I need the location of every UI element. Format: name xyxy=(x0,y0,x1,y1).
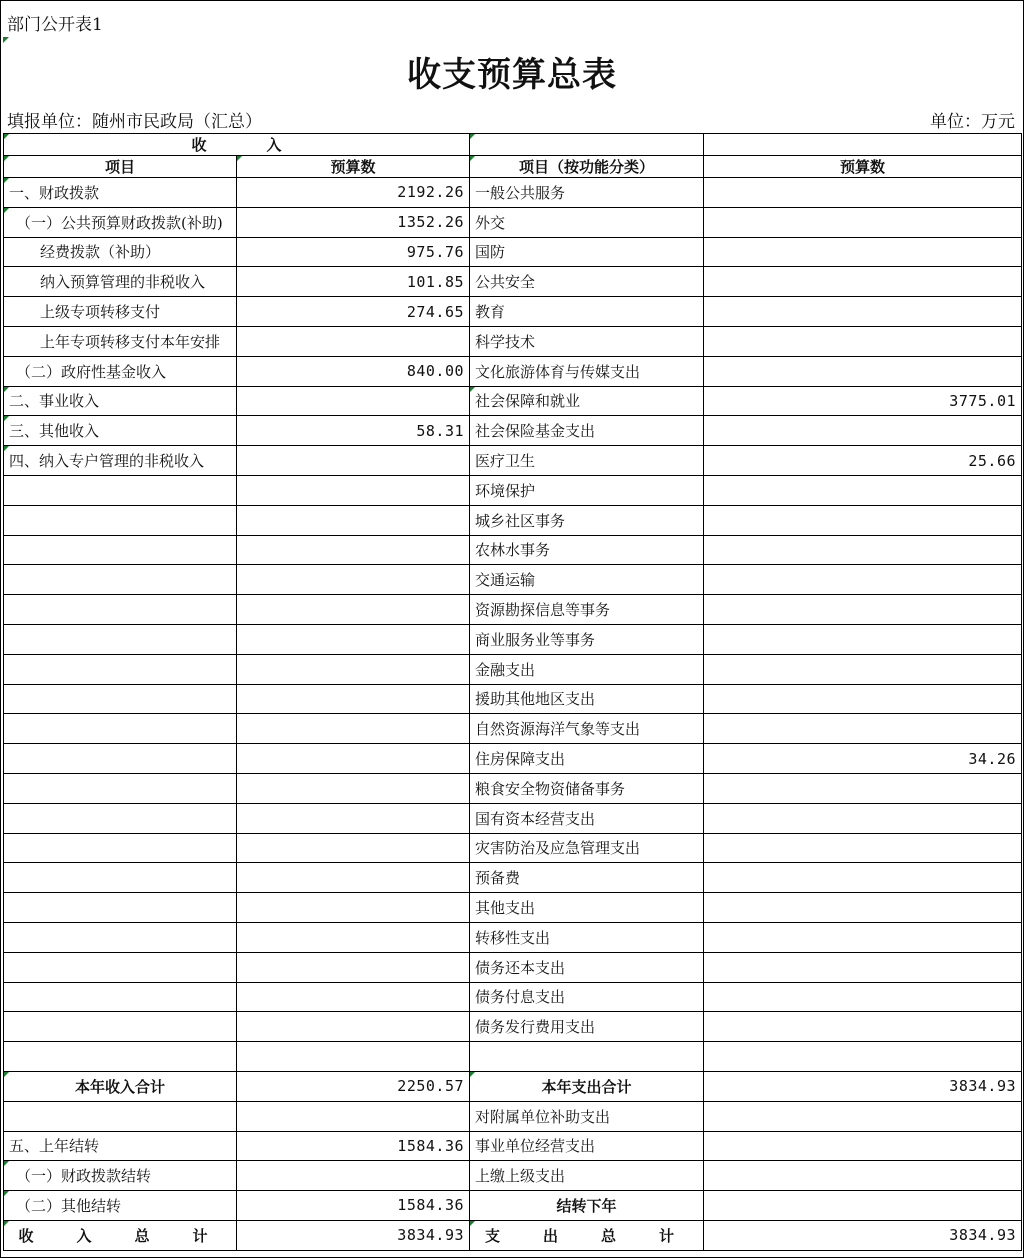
income-item-cell[interactable] xyxy=(4,684,237,714)
expense-amount-cell[interactable] xyxy=(704,624,1022,654)
expense-item-cell[interactable] xyxy=(470,326,704,356)
expense-item-cell[interactable] xyxy=(470,505,704,535)
expense-item-cell[interactable] xyxy=(470,475,704,505)
income-amount-cell[interactable] xyxy=(237,267,470,297)
expense-item-cell-text: 自然资源海洋气象等支出 xyxy=(475,720,641,739)
income-item-cell-text: 收 入 总 计 xyxy=(18,1226,222,1245)
reporting-unit: 填报单位：随州市民政局（汇总） xyxy=(7,112,262,132)
expense-item-cell-text: 粮食安全物资储备事务 xyxy=(475,779,626,798)
expense-amount-cell-text: 3834.93 xyxy=(949,1077,1017,1096)
expense-item-cell-text: 对附属单位补助支出 xyxy=(475,1107,611,1126)
income-item-cell-text: 经费拨款（补助） xyxy=(40,243,161,262)
expense-item-cell-text: 金融支出 xyxy=(475,660,536,679)
expense-item-cell[interactable] xyxy=(470,207,704,237)
income-amount-cell-text: 975.76 xyxy=(406,242,465,261)
table-row xyxy=(4,1220,1022,1250)
income-amount-cell-text: 1584.36 xyxy=(397,1136,465,1155)
expense-item-cell-text: 城乡社区事务 xyxy=(475,511,566,530)
expense-item-cell[interactable] xyxy=(470,863,704,893)
cell-comment-marker xyxy=(470,387,475,392)
table-row xyxy=(4,178,1022,208)
table-row xyxy=(4,624,1022,654)
income-item-cell[interactable] xyxy=(4,654,237,684)
expense-item-cell-text: 教育 xyxy=(475,303,506,322)
expense-item-cell[interactable] xyxy=(470,1131,704,1161)
expense-item-cell[interactable] xyxy=(470,356,704,386)
expense-item-cell[interactable] xyxy=(470,773,704,803)
income-amount-cell[interactable] xyxy=(237,356,470,386)
expense-amount-cell-text: 25.66 xyxy=(968,451,1017,470)
income-amount-cell[interactable] xyxy=(237,803,470,833)
expense-item-cell[interactable] xyxy=(470,1101,704,1131)
expense-item-cell[interactable] xyxy=(470,654,704,684)
expense-amount-cell[interactable] xyxy=(704,744,1022,774)
expense-item-cell[interactable] xyxy=(470,803,704,833)
income-amount-cell[interactable] xyxy=(237,982,470,1012)
income-amount-cell[interactable] xyxy=(237,505,470,535)
expense-item-cell[interactable] xyxy=(470,893,704,923)
blank-header-cell xyxy=(470,134,704,156)
income-item-cell[interactable] xyxy=(4,773,237,803)
expense-item-cell-text: 国有资本经营支出 xyxy=(475,809,596,828)
expense-amount-cell[interactable] xyxy=(704,893,1022,923)
expense-item-cell-text: 其他支出 xyxy=(475,899,536,918)
table-row xyxy=(4,535,1022,565)
expense-amount-cell-text: 3834.93 xyxy=(949,1226,1017,1245)
income-item-cell[interactable] xyxy=(4,475,237,505)
expense-amount-cell[interactable] xyxy=(704,326,1022,356)
income-amount-cell[interactable] xyxy=(237,1101,470,1131)
income-amount-cell[interactable] xyxy=(237,893,470,923)
expense-item-cell-text: 转移性支出 xyxy=(475,928,551,947)
col-left-amount xyxy=(237,156,470,178)
table-row xyxy=(4,982,1022,1012)
expense-amount-cell[interactable] xyxy=(704,595,1022,625)
income-item-cell[interactable] xyxy=(4,952,237,982)
expense-item-cell[interactable] xyxy=(470,446,704,476)
income-group-label: 收 入 xyxy=(191,136,282,154)
expense-item-cell-text: 国防 xyxy=(475,243,506,262)
income-item-cell[interactable] xyxy=(4,267,237,297)
income-amount-cell[interactable] xyxy=(237,535,470,565)
table-row xyxy=(4,863,1022,893)
cell-comment-marker xyxy=(4,446,9,451)
income-item-cell[interactable] xyxy=(4,595,237,625)
income-amount-cell-text: 1584.36 xyxy=(397,1196,465,1215)
income-amount-cell[interactable] xyxy=(237,475,470,505)
col-left-item xyxy=(4,156,237,178)
expense-amount-cell[interactable] xyxy=(704,684,1022,714)
expense-item-cell[interactable] xyxy=(470,1071,704,1101)
table-row xyxy=(4,1042,1022,1072)
expense-amount-cell[interactable] xyxy=(704,773,1022,803)
cell-comment-marker xyxy=(4,156,9,161)
income-amount-cell[interactable] xyxy=(237,714,470,744)
cell-comment-marker xyxy=(4,208,9,213)
expense-amount-cell[interactable] xyxy=(704,654,1022,684)
expense-amount-cell[interactable] xyxy=(704,1220,1022,1250)
expense-amount-cell[interactable] xyxy=(704,833,1022,863)
cell-comment-marker xyxy=(3,37,9,43)
income-amount-cell[interactable] xyxy=(237,744,470,774)
expense-amount-cell[interactable] xyxy=(704,267,1022,297)
income-amount-cell-text: 101.85 xyxy=(406,272,465,291)
expense-item-cell-text: 结转下年 xyxy=(556,1196,617,1215)
income-item-cell[interactable] xyxy=(4,714,237,744)
table-row xyxy=(4,833,1022,863)
expense-amount-cell[interactable] xyxy=(704,535,1022,565)
expense-amount-cell[interactable] xyxy=(704,982,1022,1012)
income-amount-cell[interactable] xyxy=(237,833,470,863)
expense-amount-cell[interactable] xyxy=(704,356,1022,386)
expense-item-cell-text: 交通运输 xyxy=(475,571,536,590)
table-row xyxy=(4,297,1022,327)
expense-item-cell-text: 事业单位经营支出 xyxy=(475,1137,596,1156)
expense-amount-cell[interactable] xyxy=(704,1012,1022,1042)
expense-item-cell[interactable] xyxy=(470,1161,704,1191)
expense-amount-cell[interactable] xyxy=(704,922,1022,952)
income-item-cell[interactable] xyxy=(4,505,237,535)
expense-item-cell[interactable] xyxy=(470,267,704,297)
cell-comment-marker xyxy=(4,1221,9,1226)
expense-item-cell[interactable] xyxy=(470,684,704,714)
cell-comment-marker xyxy=(237,156,242,161)
expense-item-cell-text: 上缴上级支出 xyxy=(475,1167,566,1186)
table-row xyxy=(4,416,1022,446)
expense-amount-cell-text: 34.26 xyxy=(968,749,1017,768)
income-item-cell[interactable] xyxy=(4,535,237,565)
income-item-cell[interactable] xyxy=(4,416,237,446)
table-row xyxy=(4,475,1022,505)
expense-amount-cell[interactable] xyxy=(704,1071,1022,1101)
income-amount-cell[interactable] xyxy=(237,446,470,476)
table-row xyxy=(4,922,1022,952)
income-amount-cell[interactable] xyxy=(237,237,470,267)
income-group-header xyxy=(4,134,470,156)
table-row xyxy=(4,654,1022,684)
expense-item-cell[interactable] xyxy=(470,952,704,982)
expense-item-cell-text: 灾害防治及应急管理支出 xyxy=(475,839,641,858)
income-amount-cell-text: 2250.57 xyxy=(397,1077,465,1096)
table-row xyxy=(4,1161,1022,1191)
col-right-item-label: 项目（按功能分类） xyxy=(519,158,655,176)
expense-item-cell-text: 本年支出合计 xyxy=(541,1077,632,1096)
expense-amount-cell[interactable] xyxy=(704,1042,1022,1072)
table-row xyxy=(4,595,1022,625)
income-item-cell[interactable] xyxy=(4,803,237,833)
income-amount-cell[interactable] xyxy=(237,1012,470,1042)
income-amount-cell-text: 58.31 xyxy=(416,421,465,440)
cell-comment-marker xyxy=(470,134,475,139)
expense-amount-cell[interactable] xyxy=(704,863,1022,893)
income-item-cell[interactable] xyxy=(4,893,237,923)
expense-item-cell-text: 资源勘探信息等事务 xyxy=(475,601,611,620)
income-item-cell-text: （二）其他结转 xyxy=(16,1196,122,1215)
income-amount-cell-text: 3834.93 xyxy=(397,1226,465,1245)
expense-item-cell-text: 医疗卫生 xyxy=(475,452,536,471)
table-row xyxy=(4,1071,1022,1101)
table-row xyxy=(4,773,1022,803)
income-item-cell-text: 二、事业收入 xyxy=(9,392,100,411)
expense-amount-cell[interactable] xyxy=(704,416,1022,446)
cell-comment-marker xyxy=(4,416,9,421)
expense-amount-cell[interactable] xyxy=(704,297,1022,327)
income-item-cell[interactable] xyxy=(4,1042,237,1072)
income-item-cell[interactable] xyxy=(4,565,237,595)
expense-item-cell-text: 社会保障和就业 xyxy=(475,392,581,411)
cell-comment-marker xyxy=(470,1072,475,1077)
expense-item-cell-text: 公共安全 xyxy=(475,273,536,292)
expense-amount-cell[interactable] xyxy=(704,803,1022,833)
expense-amount-cell[interactable] xyxy=(704,565,1022,595)
income-amount-cell[interactable] xyxy=(237,386,470,416)
table-body xyxy=(4,178,1022,1251)
expense-item-cell-text: 预备费 xyxy=(475,869,521,888)
income-item-cell-text: 本年收入合计 xyxy=(74,1077,165,1096)
expense-item-cell-text: 住房保障支出 xyxy=(475,750,566,769)
expense-item-cell[interactable] xyxy=(470,744,704,774)
income-amount-cell[interactable] xyxy=(237,595,470,625)
income-item-cell[interactable] xyxy=(4,922,237,952)
income-item-cell[interactable] xyxy=(4,207,237,237)
income-item-cell-text: 一、财政拨款 xyxy=(9,183,100,202)
expense-amount-cell-text: 3775.01 xyxy=(949,391,1017,410)
income-item-cell-text: 上级专项转移支付 xyxy=(40,303,161,322)
income-amount-cell[interactable] xyxy=(237,207,470,237)
table-row xyxy=(4,356,1022,386)
income-item-cell-text: 上年专项转移支付本年安排 xyxy=(40,332,221,351)
income-amount-cell[interactable] xyxy=(237,178,470,208)
income-amount-cell[interactable] xyxy=(237,863,470,893)
cell-comment-marker xyxy=(470,1221,475,1226)
expense-amount-cell[interactable] xyxy=(704,178,1022,208)
expense-item-cell[interactable] xyxy=(470,982,704,1012)
expense-amount-cell[interactable] xyxy=(704,1131,1022,1161)
expense-item-cell-text: 债务发行费用支出 xyxy=(475,1018,596,1037)
expense-item-cell[interactable] xyxy=(470,833,704,863)
cell-comment-marker xyxy=(4,134,9,139)
expense-item-cell-text: 债务还本支出 xyxy=(475,958,566,977)
income-amount-cell[interactable] xyxy=(237,297,470,327)
income-amount-cell-text: 840.00 xyxy=(406,362,465,381)
income-item-cell[interactable] xyxy=(4,1220,237,1250)
cell-comment-marker xyxy=(4,387,9,392)
income-item-cell[interactable] xyxy=(4,178,237,208)
expense-item-cell[interactable] xyxy=(470,297,704,327)
income-amount-cell[interactable] xyxy=(237,684,470,714)
expense-amount-cell[interactable] xyxy=(704,207,1022,237)
income-item-cell[interactable] xyxy=(4,1161,237,1191)
income-amount-cell[interactable] xyxy=(237,952,470,982)
income-item-cell[interactable] xyxy=(4,744,237,774)
expense-amount-cell[interactable] xyxy=(704,714,1022,744)
col-right-item xyxy=(470,156,704,178)
income-amount-cell[interactable] xyxy=(237,416,470,446)
table-row xyxy=(4,1101,1022,1131)
income-item-cell[interactable] xyxy=(4,1012,237,1042)
income-item-cell[interactable] xyxy=(4,1101,237,1131)
expense-item-cell[interactable] xyxy=(470,1191,704,1221)
income-item-cell-text: 三、其他收入 xyxy=(9,422,100,441)
expense-item-cell[interactable] xyxy=(470,565,704,595)
income-amount-cell[interactable] xyxy=(237,1071,470,1101)
expense-item-cell[interactable] xyxy=(470,1012,704,1042)
cell-comment-marker xyxy=(470,156,475,161)
expense-item-cell-text: 债务付息支出 xyxy=(475,988,566,1007)
table-row xyxy=(4,744,1022,774)
col-left-amount-label: 预算数 xyxy=(330,158,376,176)
expense-amount-cell[interactable] xyxy=(704,475,1022,505)
income-item-cell[interactable] xyxy=(4,297,237,327)
expense-item-cell[interactable] xyxy=(470,595,704,625)
expense-item-cell[interactable] xyxy=(470,1220,704,1250)
table-row xyxy=(4,1131,1022,1161)
income-amount-cell[interactable] xyxy=(237,1220,470,1250)
expense-amount-cell[interactable] xyxy=(704,952,1022,982)
income-amount-cell[interactable] xyxy=(237,773,470,803)
expense-item-cell-text: 文化旅游体育与传媒支出 xyxy=(475,362,641,381)
expense-item-cell[interactable] xyxy=(470,535,704,565)
expense-item-cell[interactable] xyxy=(470,1042,704,1072)
table-row xyxy=(4,386,1022,416)
currency-unit: 单位：万元 xyxy=(930,112,1015,132)
expense-amount-cell[interactable] xyxy=(704,1161,1022,1191)
page-title: 收支预算总表 xyxy=(407,55,617,95)
expense-item-cell-text: 外交 xyxy=(475,213,506,232)
expense-item-cell-text: 社会保险基金支出 xyxy=(475,422,596,441)
table-row xyxy=(4,505,1022,535)
expense-amount-cell[interactable] xyxy=(704,446,1022,476)
income-item-cell-text: （一）公共预算财政拨款(补助) xyxy=(16,213,223,232)
cell-comment-marker xyxy=(4,1161,9,1166)
income-item-cell-text: （一）财政拨款结转 xyxy=(16,1167,152,1186)
table-row xyxy=(4,803,1022,833)
table-row xyxy=(4,207,1022,237)
income-amount-cell-text: 2192.26 xyxy=(397,183,465,202)
col-right-amount-label: 预算数 xyxy=(840,158,886,176)
table-row xyxy=(4,565,1022,595)
expense-item-cell[interactable] xyxy=(470,178,704,208)
expense-amount-cell[interactable] xyxy=(704,1101,1022,1131)
cell-comment-marker xyxy=(4,1191,9,1196)
table-row xyxy=(4,1191,1022,1221)
form-id: 部门公开表1 xyxy=(7,15,103,35)
income-item-cell[interactable] xyxy=(4,1071,237,1101)
income-amount-cell-text: 1352.26 xyxy=(397,213,465,232)
expense-item-cell[interactable] xyxy=(470,714,704,744)
income-item-cell-text: 五、上年结转 xyxy=(9,1137,100,1156)
income-item-cell[interactable] xyxy=(4,386,237,416)
table-row xyxy=(4,684,1022,714)
expense-item-cell-text: 农林水事务 xyxy=(475,541,551,560)
table-row xyxy=(4,952,1022,982)
expense-item-cell-text: 科学技术 xyxy=(475,332,536,351)
expense-amount-cell[interactable] xyxy=(704,1191,1022,1221)
expense-item-cell-text: 一般公共服务 xyxy=(475,183,566,202)
income-item-cell-text: 纳入预算管理的非税收入 xyxy=(40,273,206,292)
table-row xyxy=(4,714,1022,744)
table-row xyxy=(4,446,1022,476)
expense-amount-cell[interactable] xyxy=(704,386,1022,416)
income-item-cell[interactable] xyxy=(4,237,237,267)
col-left-item-label: 项目 xyxy=(104,158,135,176)
table-row xyxy=(4,326,1022,356)
table-row xyxy=(4,1012,1022,1042)
col-right-amount xyxy=(704,156,1022,178)
income-item-cell[interactable] xyxy=(4,356,237,386)
income-item-cell[interactable] xyxy=(4,326,237,356)
expense-amount-cell[interactable] xyxy=(704,505,1022,535)
expense-item-cell-text: 支 出 总 计 xyxy=(485,1226,689,1245)
income-amount-cell[interactable] xyxy=(237,565,470,595)
income-item-cell[interactable] xyxy=(4,624,237,654)
expense-item-cell[interactable] xyxy=(470,237,704,267)
income-amount-cell[interactable] xyxy=(237,1161,470,1191)
income-amount-cell[interactable] xyxy=(237,922,470,952)
income-amount-cell[interactable] xyxy=(237,1042,470,1072)
expense-item-cell-text: 援助其他地区支出 xyxy=(475,690,596,709)
expense-item-cell[interactable] xyxy=(470,624,704,654)
income-amount-cell[interactable] xyxy=(237,624,470,654)
income-amount-cell[interactable] xyxy=(237,326,470,356)
budget-table xyxy=(3,133,1022,1251)
income-item-cell[interactable] xyxy=(4,833,237,863)
expense-item-cell-text: 商业服务业等事务 xyxy=(475,630,596,649)
income-item-cell[interactable] xyxy=(4,1191,237,1221)
income-item-cell-text: （二）政府性基金收入 xyxy=(16,362,167,381)
table-row xyxy=(4,267,1022,297)
expense-item-cell[interactable] xyxy=(470,922,704,952)
cell-comment-marker xyxy=(4,1072,9,1077)
income-item-cell[interactable] xyxy=(4,1131,237,1161)
income-amount-cell[interactable] xyxy=(237,1191,470,1221)
header-row-columns xyxy=(4,156,1022,178)
expense-item-cell[interactable] xyxy=(470,386,704,416)
expense-item-cell-text: 环境保护 xyxy=(475,481,536,500)
income-amount-cell[interactable] xyxy=(237,654,470,684)
table-row xyxy=(4,237,1022,267)
expense-item-cell[interactable] xyxy=(470,416,704,446)
income-amount-cell-text: 274.65 xyxy=(406,302,465,321)
income-item-cell-text: 四、纳入专户管理的非税收入 xyxy=(9,452,205,471)
income-item-cell[interactable] xyxy=(4,863,237,893)
income-item-cell[interactable] xyxy=(4,446,237,476)
cell-comment-marker xyxy=(4,178,9,183)
expense-amount-cell[interactable] xyxy=(704,237,1022,267)
income-amount-cell[interactable] xyxy=(237,1131,470,1161)
header-row-group xyxy=(4,134,1022,156)
blank-header-cell xyxy=(704,134,1022,156)
table-row xyxy=(4,893,1022,923)
income-item-cell[interactable] xyxy=(4,982,237,1012)
